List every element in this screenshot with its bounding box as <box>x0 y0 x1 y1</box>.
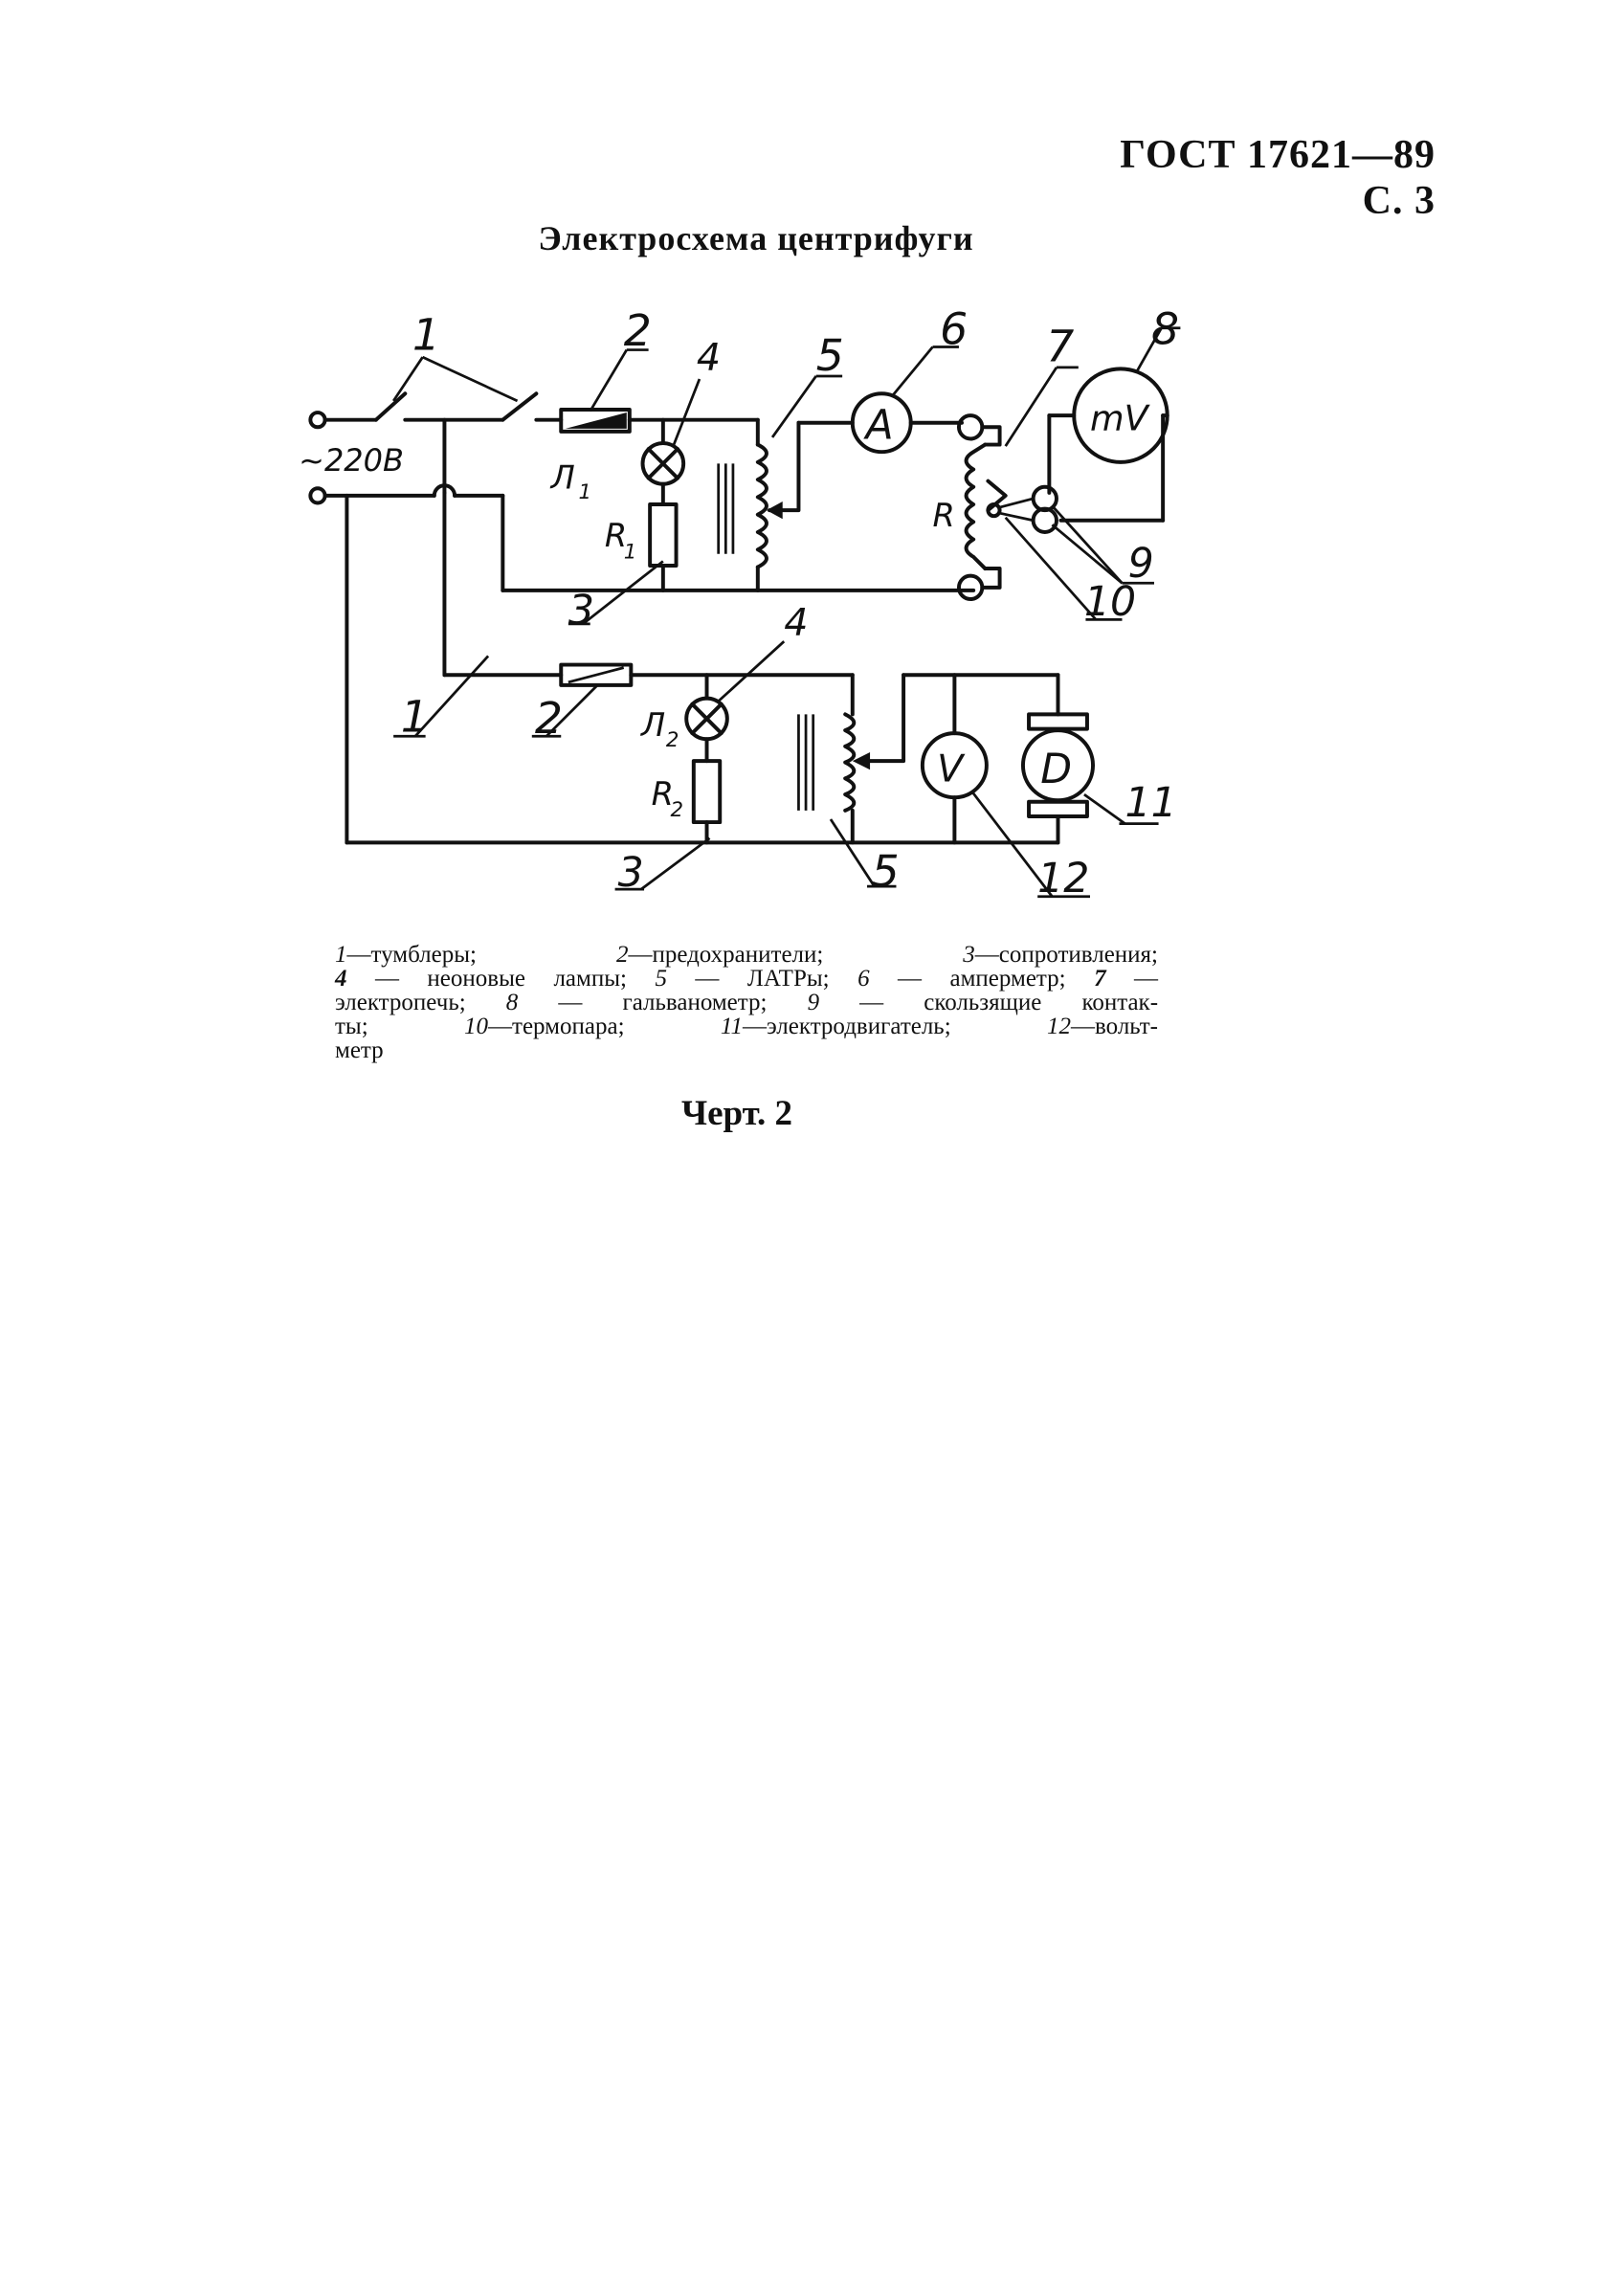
label-1-top: 1 <box>412 309 440 361</box>
caption-line-2 <box>335 967 1158 991</box>
legend-item: ты; <box>335 1014 368 1039</box>
label-7: 7 <box>1046 321 1075 372</box>
label-12: 12 <box>1037 855 1090 903</box>
latr-top <box>719 330 844 591</box>
label-9: 9 <box>1127 540 1154 589</box>
legend-item: 4 — неоновые <box>335 966 525 992</box>
legend-item: 2—предохранители; <box>615 942 824 968</box>
label-3-bottom: 3 <box>617 849 644 898</box>
lamp-resistor-bottom <box>615 601 809 897</box>
legend-item: 3—сопротивления; <box>963 942 1158 968</box>
label-11: 11 <box>1124 778 1177 827</box>
legend-item: 11—электродвигатель; <box>720 1014 951 1039</box>
legend-item: 5 — ЛАТРы; <box>655 966 830 992</box>
label-5-top: 5 <box>815 329 844 381</box>
furnace <box>933 322 1079 599</box>
label-2-top: 2 <box>623 304 652 356</box>
figure-number: Черт. 2 <box>680 1094 793 1133</box>
caption-line-3 <box>335 991 1158 1014</box>
lamp2-sub: 2 <box>665 727 679 752</box>
furnace-symbol: R <box>932 496 955 534</box>
voltmeter-symbol: V <box>937 747 964 791</box>
figure-title: Электросхема центрифуги <box>538 219 974 257</box>
label-4-top: 4 <box>696 335 722 380</box>
label-3-top: 3 <box>568 586 594 635</box>
legend-item: 7 — <box>1094 966 1159 992</box>
motor-symbol: D <box>1040 745 1073 793</box>
label-4-bottom: 4 <box>784 601 809 646</box>
voltmeter-motor <box>903 675 1177 903</box>
label-6: 6 <box>940 303 968 355</box>
legend-item: 12—вольт- <box>1047 1014 1159 1039</box>
label-5-bottom: 5 <box>871 846 900 898</box>
lamp2-label: Л <box>641 706 666 745</box>
legend-item: 8 — гальванометр; <box>505 990 768 1015</box>
res2-label: R <box>651 774 674 813</box>
ammeter-symbol: A <box>865 401 894 450</box>
voltage-label: ~220В <box>299 441 404 479</box>
legend-item: лампы; <box>553 966 627 992</box>
legend-item: 1—тумблеры; <box>335 942 477 968</box>
res2-sub: 2 <box>670 797 684 822</box>
label-8: 8 <box>1150 303 1180 355</box>
galvanometer-symbol: mV <box>1090 397 1148 439</box>
label-10: 10 <box>1083 577 1137 626</box>
input-terminals <box>299 412 404 502</box>
document-header: ГОСТ 17621—89 С. 3 <box>1120 133 1436 223</box>
latr-bottom <box>798 675 903 897</box>
legend-item: 9 — скользящие <box>807 990 1042 1015</box>
legend-item: 6 — амперметр; <box>857 966 1066 992</box>
caption-line-1 <box>335 943 1158 967</box>
caption-line-4 <box>335 1014 1158 1038</box>
legend-item: электропечь; <box>335 990 466 1015</box>
caption-line-5: метр <box>335 1037 384 1063</box>
label-2-bottom: 2 <box>534 693 563 745</box>
lamp1-label: Л <box>550 458 575 497</box>
figure-caption <box>335 943 1158 1062</box>
res1-sub: 1 <box>623 540 637 565</box>
fuse-top <box>561 305 758 432</box>
galvanometer <box>988 303 1180 625</box>
res1-label: R <box>604 517 628 555</box>
legend-item: контак- <box>1081 990 1159 1015</box>
lamp1-sub: 1 <box>578 479 592 504</box>
legend-item: 10—термопара; <box>464 1014 625 1039</box>
label-1-bottom: 1 <box>400 691 429 743</box>
